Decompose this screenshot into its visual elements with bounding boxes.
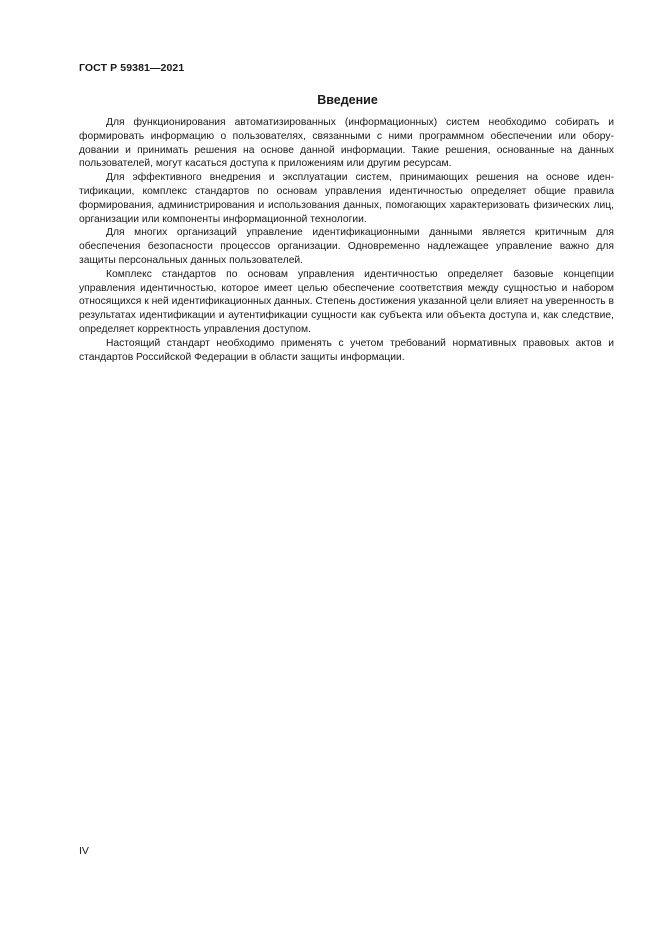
paragraph: Для эффективного внедрения и эксплуатации систем, принимающих решения на основе идентификации, комплекс стандартов по основам управления идентичностью определяет общие правила формирования, администрирования и использования данных, помогающих характеризовать физических лиц, организации или компоненты информационной технологии. (79, 172, 614, 225)
document-body (79, 116, 614, 364)
section-title: Введение (317, 93, 378, 107)
document-code: ГОСТ Р 59381—2021 (79, 62, 185, 74)
paragraph: Для многих организаций управление идентификационными данными является критичным для обеспечения безопасности процессов организации. Одновременно надлежащее управление важно для защиты персональных данных пользователей. (79, 227, 614, 266)
paragraph: Комплекс стандартов по основам управления идентичностью определяет базовые концепции управления идентичностью, которое имеет целью обеспечение соответствия между сущностью и набором относящихся к ней идентификационных данных. Степень достижения указанной цели влияет на уверенность в результатах идентификации и аутентификации сущности как субъекта или объекта доступа и, как следствие, определяет корректность управления доступом. (79, 268, 614, 335)
paragraph: Настоящий стандарт необходимо применять с учетом требований нормативных правовых актов и стандартов Российской Федерации в области защиты информации. (79, 337, 614, 363)
paragraph: Для функционирования автоматизированных (информационных) систем необходимо собирать и формировать информацию о пользователях, связанными с ними программном обеспечении или оборудовании и принимать решения на основе данной информации. Такие решения, основанные на данных пользователей, могут касаться доступа к приложениям или другим ресурсам. (79, 117, 614, 170)
page-number: IV (79, 845, 89, 857)
